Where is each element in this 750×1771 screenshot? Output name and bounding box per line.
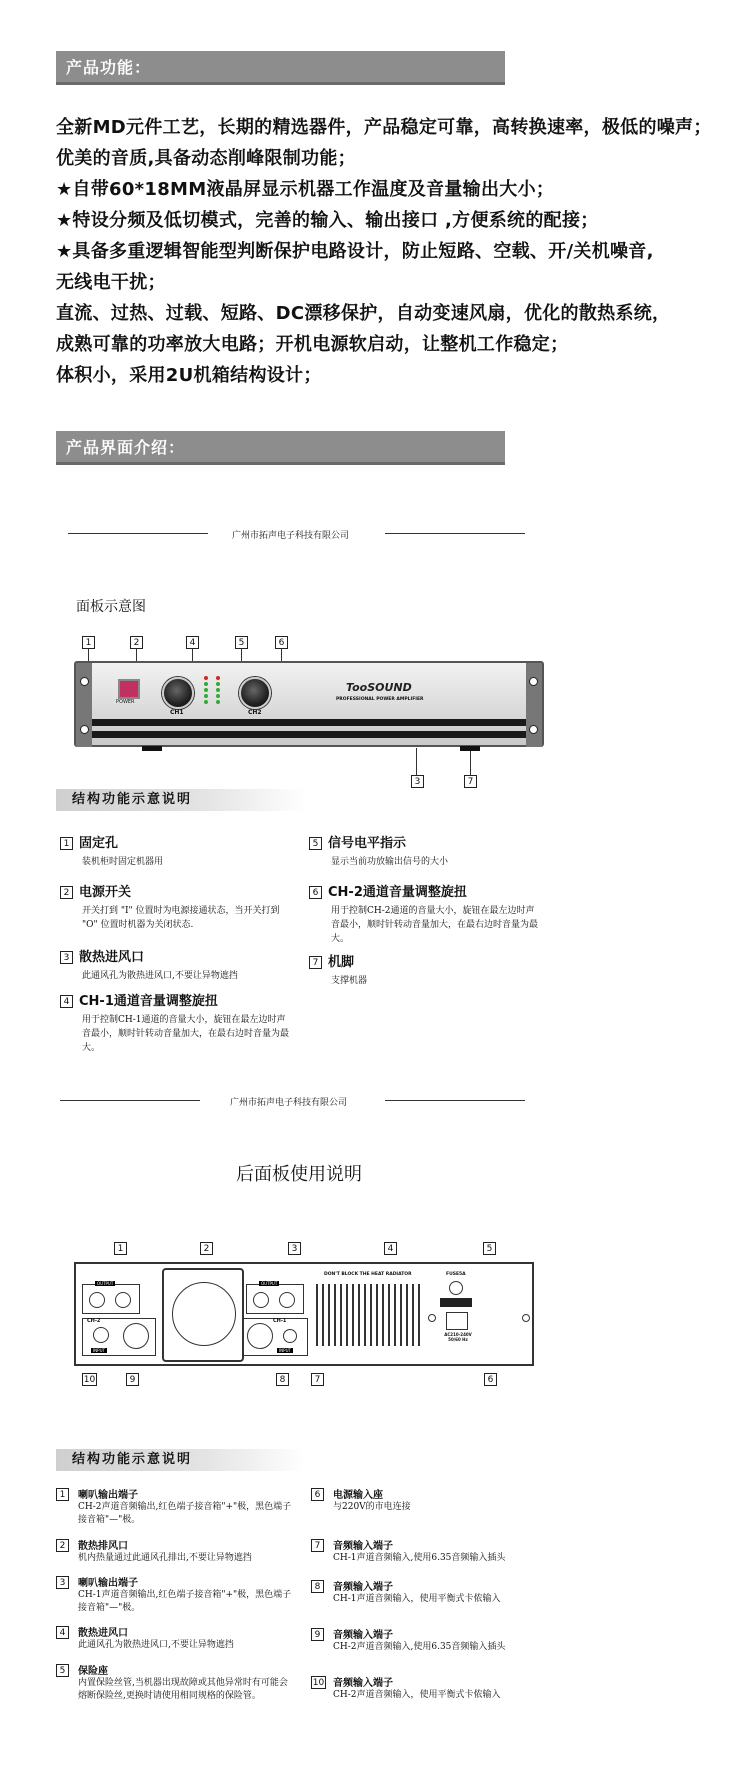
front-item [60, 831, 290, 869]
callout: 8 [276, 1373, 289, 1386]
item-number: 4 [56, 1626, 69, 1639]
callout: 4 [384, 1242, 397, 1255]
input-label: INPUT [93, 1348, 105, 1353]
divider-line [385, 533, 525, 534]
item-desc: 用于控制CH-1通道的音量大小，旋钮在最左边时声音最小，顺时针转动音量加大，在最右边时音量为最大。 [82, 1015, 290, 1053]
front-panel-title: 面板示意图 [76, 599, 146, 615]
company-name: 广州市拓声电子科技有限公司 [230, 1098, 348, 1108]
item-title: 保险座 [78, 1666, 108, 1677]
output-label: OUTPUT [97, 1281, 114, 1286]
feature-line: ★自带60*18MM液晶屏显示机器工作温度及音量输出大小； [56, 179, 555, 200]
item-desc: 内置保险丝管,当机器出现故障或其他异常时有可能会熔断保险丝,更换时请使用相同规格的保险管。 [78, 1678, 288, 1701]
callout: 2 [200, 1242, 213, 1255]
amplifier-rear [74, 1262, 534, 1366]
item-number: 6 [311, 1488, 324, 1501]
item-title: 散热进风口 [78, 1628, 128, 1639]
item-desc: CH-1声道音频输入，使用平衡式卡侬输入 [333, 1594, 501, 1604]
item-title: 音频输入端子 [333, 1582, 393, 1593]
ac-label: AC210-240V 50/60 Hz [444, 1332, 472, 1342]
item-number: 1 [60, 837, 73, 850]
item-number: 10 [312, 1678, 325, 1688]
input-label: INPUT [279, 1348, 291, 1353]
foot [142, 746, 162, 751]
callout: 10 [83, 1375, 96, 1385]
item-title: 电源输入座 [333, 1490, 383, 1501]
rear-item [56, 1624, 296, 1652]
item-desc: 显示当前功放输出信号的大小 [331, 857, 449, 867]
item-number: 7 [309, 956, 322, 969]
level-leds-ch2 [216, 675, 232, 711]
front-structure-title: 结构功能示意说明 [56, 789, 306, 811]
feature-line: 成熟可靠的功率放大电路；开机电源软启动，让整机工作稳定； [56, 334, 569, 355]
ch1-label: CH-1 [273, 1318, 287, 1324]
rear-item [311, 1626, 551, 1654]
feature-line: 体积小，采用2U机箱结构设计； [56, 365, 322, 386]
item-desc: 装机柜时固定机器用 [82, 857, 164, 867]
item-title: 散热排风口 [78, 1541, 128, 1552]
item-desc: 开关打到 "I" 位置时为电源接通状态，当开关打到 "O" 位置时机器为关闭状态. [82, 906, 280, 930]
front-item [60, 945, 290, 983]
item-number: 2 [56, 1539, 69, 1552]
item-title: 信号电平指示 [328, 836, 407, 851]
feature-line: 直流、过热、过载、短路、DC漂移保护，自动变速风扇，优化的散热系统， [56, 303, 671, 324]
item-desc: CH-2声道音频输出,红色端子接音箱"+"极，黑色端子接音箱"—"极。 [78, 1502, 292, 1525]
item-number: 3 [56, 1576, 69, 1589]
callout: 6 [275, 636, 288, 649]
output-label: OUTPUT [261, 1281, 278, 1286]
rear-item [56, 1537, 296, 1565]
item-title: 散热进风口 [79, 950, 145, 965]
ch2-label: CH-2 [87, 1318, 101, 1324]
rear-item [56, 1574, 296, 1615]
interface-header: 产品界面介绍： [56, 431, 505, 465]
item-title: 机脚 [328, 955, 355, 970]
item-title: 喇叭输出端子 [78, 1578, 138, 1589]
front-item [309, 950, 539, 988]
front-item [60, 880, 290, 932]
item-number: 4 [60, 995, 73, 1008]
item-title: 音频输入端子 [333, 1541, 393, 1552]
company-name: 广州市拓声电子科技有限公司 [232, 531, 350, 541]
radiator-label: DON'T BLOCK THE HEAT RADIATOR [324, 1272, 412, 1277]
output-block-ch1 [246, 1281, 304, 1314]
vent-slot [92, 731, 526, 738]
callout: 1 [114, 1242, 127, 1255]
item-title: 喇叭输出端子 [78, 1490, 138, 1501]
front-item [309, 831, 539, 869]
ch2-knob [239, 677, 271, 709]
front-panel-diagram [70, 636, 548, 776]
item-desc: 与220V的市电连接 [333, 1502, 411, 1512]
rear-item [56, 1486, 296, 1527]
item-title: 电源开关 [79, 885, 132, 900]
item-number: 6 [309, 886, 322, 899]
item-title: 固定孔 [79, 836, 119, 851]
brand-subtitle: PROFESSIONAL POWER AMPLIFIER [336, 697, 424, 702]
item-desc: CH-1声道音频输出,红色端子接音箱"+"极，黑色端子接音箱"—"极。 [78, 1590, 292, 1613]
rear-structure-title: 结构功能示意说明 [56, 1449, 306, 1471]
brand-logo: TooSOUND [346, 681, 412, 694]
item-title: CH-1通道音量调整旋扭 [79, 994, 218, 1009]
item-desc: 此通风孔为散热进风口,不要让异物遮挡 [78, 1640, 234, 1650]
callout: 1 [82, 636, 95, 649]
feature-line: 无线电干扰； [56, 272, 166, 293]
callout: 7 [464, 775, 477, 788]
callout: 3 [288, 1242, 301, 1255]
front-item [309, 880, 539, 946]
divider-line [385, 1100, 525, 1101]
item-desc: 机内热量通过此通风孔排出,不要让异物遮挡 [78, 1553, 252, 1563]
rear-item [311, 1674, 551, 1702]
power-label: POWER [116, 699, 135, 705]
power-switch [118, 679, 140, 699]
callout: 3 [411, 775, 424, 788]
features-header: 产品功能： [56, 51, 505, 85]
item-desc: 支撑机器 [331, 976, 368, 986]
item-number: 1 [56, 1488, 69, 1501]
callout: 4 [186, 636, 199, 649]
item-number: 5 [56, 1664, 69, 1677]
feature-line: 优美的音质,具备动态削峰限制功能； [56, 148, 356, 169]
output-block-ch2 [82, 1281, 140, 1314]
rear-panel-title: 后面板使用说明 [236, 1164, 362, 1185]
item-desc: CH-1声道音频输入,使用6.35音频输入插头 [333, 1553, 506, 1563]
callout: 5 [235, 636, 248, 649]
ch1-knob [162, 677, 194, 709]
fan-grille [162, 1268, 244, 1362]
item-number: 3 [60, 951, 73, 964]
rear-item [311, 1486, 551, 1514]
item-desc: 用于控制CH-2通道的音量大小，旋钮在最左边时声音最小，顺时针转动音量加大，在最右边时音量为最大。 [331, 906, 539, 944]
warning-label [440, 1298, 472, 1307]
heat-radiator-vents [316, 1284, 422, 1346]
item-title: 音频输入端子 [333, 1630, 393, 1641]
feature-line: 全新MD元件工艺，长期的精选器件，产品稳定可靠，高转换速率，极低的噪声； [56, 117, 712, 138]
fuse-label: FUSE5A [446, 1272, 466, 1277]
power-inlet [446, 1312, 468, 1330]
feature-line: ★具备多重逻辑智能型判断保护电路设计，防止短路、空载、开/关机噪音, [56, 241, 654, 262]
rear-item [311, 1578, 551, 1606]
input-block-ch2 [82, 1318, 156, 1356]
callout: 2 [130, 636, 143, 649]
rear-item [311, 1537, 551, 1565]
item-title: 音频输入端子 [333, 1678, 393, 1689]
feature-list [56, 112, 736, 391]
rear-panel-diagram [70, 1242, 540, 1392]
item-number: 5 [309, 837, 322, 850]
callout: 7 [311, 1373, 324, 1386]
item-number: 8 [311, 1580, 324, 1593]
rear-item [56, 1662, 296, 1703]
input-block-ch1 [242, 1318, 308, 1356]
divider-line [68, 533, 208, 534]
item-desc: 此通风孔为散热进风口,不要让异物遮挡 [82, 971, 238, 981]
callout: 6 [484, 1373, 497, 1386]
ch2-label: CH2 [248, 709, 262, 716]
item-title: CH-2通道音量调整旋扭 [328, 885, 467, 900]
callout: 9 [126, 1373, 139, 1386]
item-desc: CH-2声道音频输入，使用平衡式卡侬输入 [333, 1690, 501, 1700]
item-number: 2 [60, 886, 73, 899]
divider-line [60, 1100, 200, 1101]
feature-line: ★特设分频及低切模式，完善的输入、输出接口 ,方便系统的配接； [56, 210, 599, 231]
item-number: 7 [311, 1539, 324, 1552]
item-number: 9 [311, 1628, 324, 1641]
fuse-holder [449, 1281, 463, 1295]
vent-slot [92, 719, 526, 726]
callout: 5 [483, 1242, 496, 1255]
item-desc: CH-2声道音频输入,使用6.35音频输入插头 [333, 1642, 506, 1652]
amplifier-front [74, 661, 544, 747]
front-item [60, 989, 290, 1055]
ch1-label: CH1 [170, 709, 184, 716]
